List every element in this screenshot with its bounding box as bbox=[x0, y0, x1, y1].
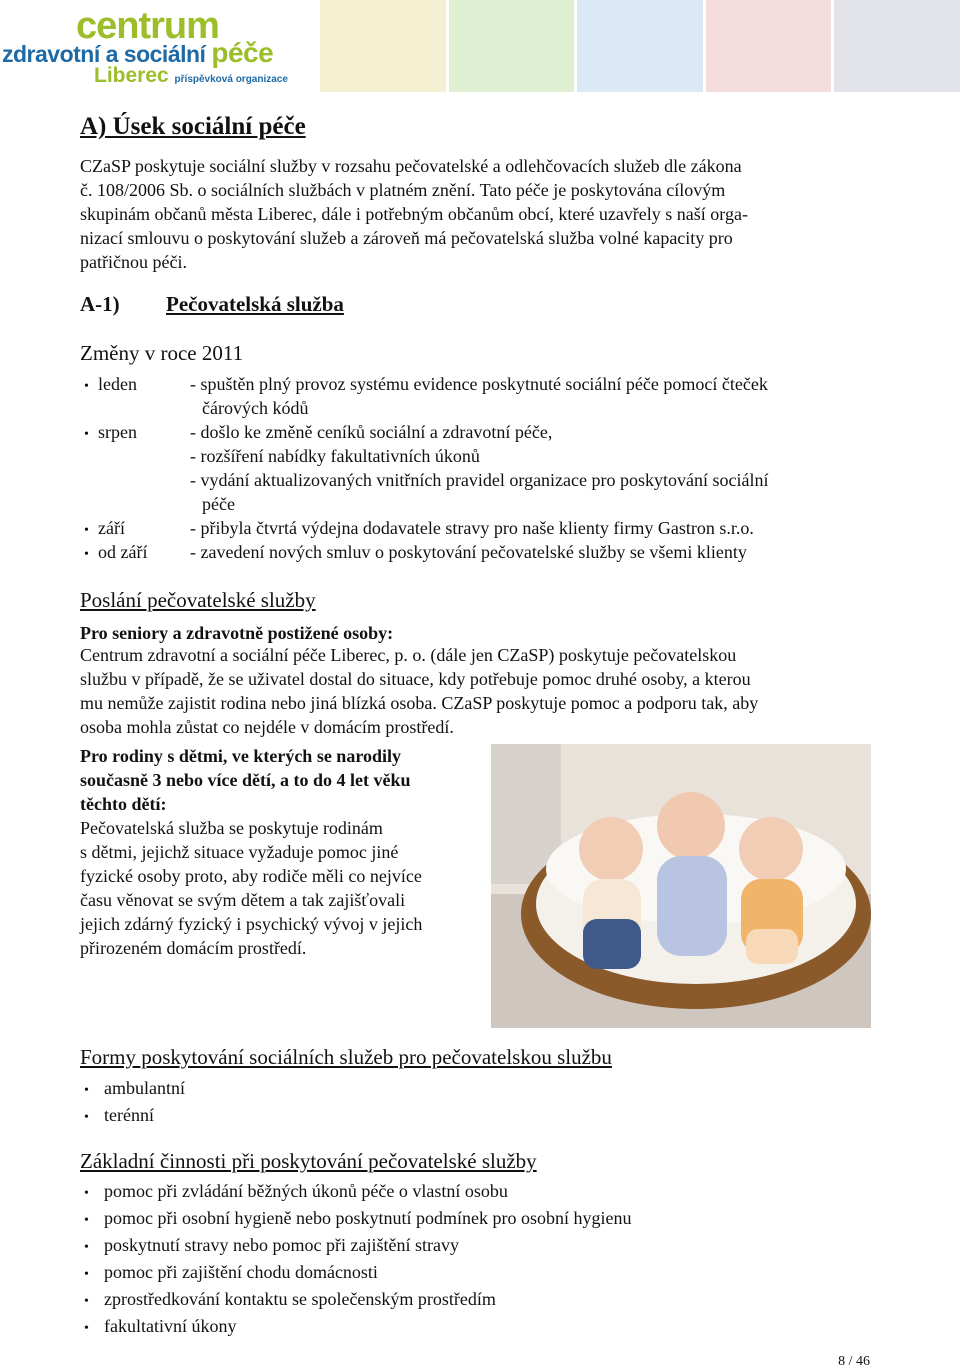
paragraph-line: Pečovatelská služba se poskytuje rodinám bbox=[80, 818, 383, 838]
activities-heading: Základní činnosti při poskytování pečovatelské služby bbox=[80, 1149, 537, 1173]
activities-list bbox=[84, 1179, 631, 1341]
change-row-september bbox=[84, 516, 874, 540]
list-item: • poskytnutí stravy nebo pomoc při zajištění stravy bbox=[84, 1233, 631, 1260]
change-line: - došlo ke změně ceníků sociální a zdravotní péče, bbox=[190, 422, 553, 442]
change-text bbox=[190, 372, 870, 420]
change-row-from-september bbox=[84, 540, 874, 564]
paragraph-line: jejich zdárný fyzický i psychický vývoj v jejich bbox=[80, 914, 423, 934]
change-month: • srpen bbox=[84, 420, 194, 447]
families-heading-line: současně 3 nebo více dětí, a to do 4 let věku bbox=[80, 770, 411, 790]
change-text bbox=[190, 420, 870, 516]
change-month: • září bbox=[84, 516, 194, 543]
organization-logo bbox=[0, 6, 310, 92]
subsection-title bbox=[80, 291, 344, 317]
subsection-number: A-1) bbox=[80, 292, 120, 316]
change-month: • leden bbox=[84, 372, 194, 399]
list-item: • terénní bbox=[84, 1103, 185, 1130]
seniors-heading: Pro seniory a zdravotně postižené osoby: bbox=[80, 623, 394, 643]
header-bar-segment bbox=[834, 0, 960, 92]
paragraph-line: službu v případě, že se uživatel dostal do situace, kdy potřebuje pomoc druhé osoby, a kterou bbox=[80, 669, 751, 689]
paragraph-line: fyzické osoby proto, aby rodiče měli co nejvíce bbox=[80, 866, 422, 886]
intro-line: CZaSP poskytuje sociální služby v rozsahu pečovatelské a odlehčovacích služeb dle zákona bbox=[80, 156, 742, 176]
intro-line: skupinám občanů města Liberec, dále i potřebným občanům obcí, které uzavřely s naší orga- bbox=[80, 204, 748, 224]
change-line: - zavedení nových smluv o poskytování pečovatelské služby se všemi klienty bbox=[190, 542, 747, 562]
paragraph-line: přirozeném domácím prostředí. bbox=[80, 938, 307, 958]
header-bar-segment bbox=[577, 0, 703, 92]
change-line: péče bbox=[202, 494, 235, 514]
list-item: • zprostředkování kontaktu se společenským prostředím bbox=[84, 1287, 631, 1314]
change-line: - přibyla čtvrtá výdejna dodavatele stravy pro naše klienty firmy Gastron s.r.o. bbox=[190, 518, 754, 538]
list-item: • pomoc při zvládání běžných úkonů péče o vlastní osobu bbox=[84, 1179, 631, 1206]
change-row-january bbox=[84, 372, 874, 420]
list-item: • fakultativní úkony bbox=[84, 1314, 631, 1341]
babies-photo-image bbox=[491, 744, 871, 1028]
header-bar-segment bbox=[706, 0, 832, 92]
forms-list bbox=[84, 1076, 185, 1130]
logo-line-1: centrum bbox=[76, 5, 219, 47]
paragraph-line: mu nemůže zajistit rodina nebo jiná blízká osoba. CZaSP poskytuje pomoc a podporu tak, aby bbox=[80, 693, 759, 713]
babies-photo bbox=[491, 744, 871, 1028]
change-text bbox=[190, 516, 870, 540]
subsection-name: Pečovatelská služba bbox=[166, 292, 344, 316]
families-heading-line: těchto dětí: bbox=[80, 794, 167, 814]
change-line: - vydání aktualizovaných vnitřních pravidel organizace pro poskytování sociální bbox=[190, 470, 769, 490]
paragraph-line: s dětmi, jejichž situace vyžaduje pomoc jiné bbox=[80, 842, 399, 862]
change-line: - spuštěn plný provoz systému evidence poskytnuté sociální péče pomocí čteček bbox=[190, 374, 768, 394]
paragraph-line: času věnovat se svým dětem a tak zajišťovali bbox=[80, 890, 406, 910]
change-line: čárových kódů bbox=[202, 398, 309, 418]
header-bar-segment bbox=[449, 0, 575, 92]
change-row-august bbox=[84, 420, 874, 516]
intro-paragraph bbox=[80, 154, 870, 274]
section-title: A) Úsek sociální péče bbox=[80, 113, 306, 140]
page-number: 8 / 46 bbox=[838, 1354, 870, 1369]
change-line: - rozšíření nabídky fakultativních úkonů bbox=[190, 446, 480, 466]
forms-heading: Formy poskytování sociálních služeb pro pečovatelskou službu bbox=[80, 1045, 612, 1069]
paragraph-line: osoba mohla zůstat co nejdéle v domácím prostředí. bbox=[80, 717, 454, 737]
intro-line: patřičnou péči. bbox=[80, 252, 187, 272]
list-item: • pomoc při zajištění chodu domácnosti bbox=[84, 1260, 631, 1287]
list-item: • ambulantní bbox=[84, 1076, 185, 1103]
intro-line: nizací smlouvu o poskytování služeb a zároveň má pečovatelská služba volné kapacity pro bbox=[80, 228, 733, 248]
change-text bbox=[190, 540, 870, 564]
families-heading-line: Pro rodiny s dětmi, ve kterých se narodily bbox=[80, 746, 401, 766]
logo-line-3: Liberec příspěvková organizace bbox=[94, 64, 288, 87]
header-bar-segment bbox=[320, 0, 446, 92]
intro-line: č. 108/2006 Sb. o sociálních službách v platném znění. Tato péče je poskytována cílovým bbox=[80, 180, 726, 200]
change-month: • od září bbox=[84, 540, 194, 567]
families-paragraph bbox=[80, 744, 480, 960]
seniors-paragraph bbox=[80, 643, 870, 739]
changes-heading: Změny v roce 2011 bbox=[80, 341, 244, 365]
paragraph-line: Centrum zdravotní a sociální péče Liberec, p. o. (dále jen CZaSP) poskytuje pečovatelskou bbox=[80, 645, 737, 665]
header-color-bar bbox=[320, 0, 960, 92]
list-item: • pomoc při osobní hygieně nebo poskytnutí podmínek pro osobní hygienu bbox=[84, 1206, 631, 1233]
logo-line-2: zdravotní a sociální péče bbox=[2, 37, 274, 68]
mission-heading: Poslání pečovatelské služby bbox=[80, 588, 316, 612]
